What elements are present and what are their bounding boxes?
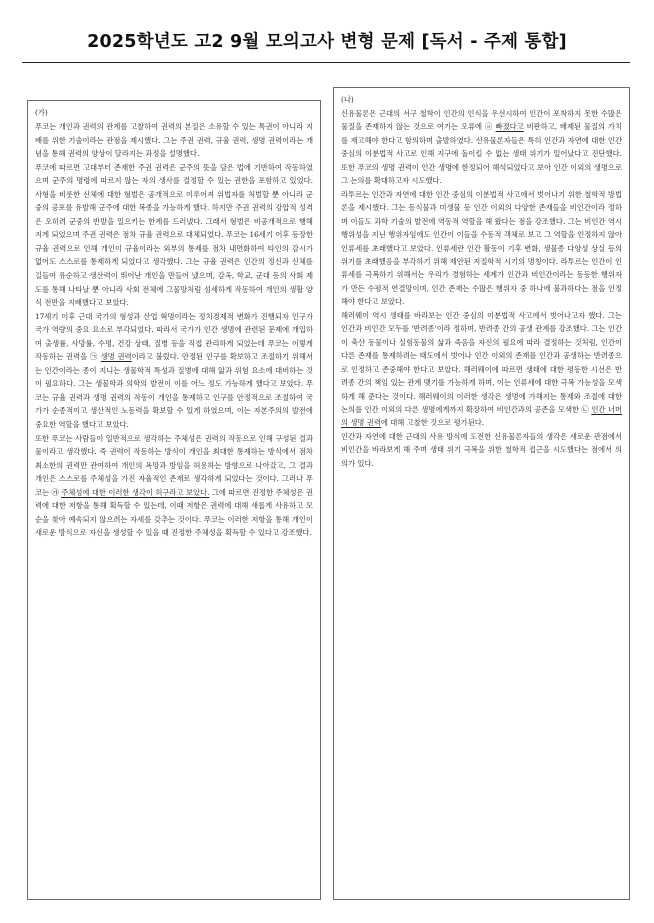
underlined-phrase: 주체성에 대한 이러한 생각이 허구라고 보았다.	[61, 487, 210, 497]
passage-na-tag: (나)	[341, 95, 354, 104]
text-segment: 신유물론은 근대의 서구 철학이 인간의 인식을 우선시하여 인간이 포착하지 못한 수많은 물질을 존재하지 않는 것으로 여기는 오류에 ⓐ	[341, 109, 622, 132]
passage-ga-body	[35, 120, 313, 540]
paragraph	[341, 430, 622, 470]
paragraph	[341, 107, 622, 188]
passage-na-box	[333, 87, 630, 900]
text-segment: 17세기 이후 근대 국가의 형성과 산업 혁명이라는 정치경제적 변화가 진행되자 인구가 국가 역량의 중요 요소로 부각되었다. 따라서 국가가 인간 생명에 관련된 문제에 개입하여 출생률, 사망률, 수명, 건강 상태, 질병 등을 직접 관리하게 되었는데 푸코는 이렇게 작동하는 권력을 ㉠	[35, 311, 313, 362]
page-title: 2025학년도 고2 9월 모의고사 변형 문제 [독서 - 주제 통합]	[87, 32, 567, 52]
text-segment: 비판하고, 배제된 물질의 가치를 재고해야 한다고 함의하며 출발하였다. 신유물론자들은 특히 인간과 자연에 대한 인간 중심의 이분법적 사고로 인해 지구에 돌이킬 수 없는 생태 위기가 일어났다고 진단했다. 또한 푸코의 생명 권력이 인간 생명에 한정되어 해석되었다고 보아 인간 이외의 생명으로 그 논의를 확대하고자 시도했다.	[341, 122, 622, 186]
text-segment: 그에 따르면 진정한 주체성은 권력에 대한 저항을 통해 획득할 수 있는데, 이때 저항은 권력에 대해 새롭게 사유하고 모순을 찾아 예속되지 않으려는 자세를 갖추는 것이다. 푸코는 이러한 저항을 통해 개인이 새로운 방식으로 자신을 생성할 수 있을 때 진정한 주체성을 획득할 수 있다고 강조했다.	[35, 487, 314, 538]
underlined-phrase: 빠졌다고	[495, 122, 524, 132]
paragraph	[35, 310, 313, 432]
paragraph	[35, 432, 313, 540]
text-segment: 푸코에 따르면 고대부터 존재한 주권 권력은 군주의 뜻을 담은 법에 기반하여 작동하였으며 군주의 명령에 따르지 않는 자의 생사를 결정할 수 있는 권한을 포함하고 있었다. 사형을 비롯한 신체에 대한 형벌은 공개적으로 이루어져 위법자를 처벌할 뿐 아니라 군중의 공포를 유발해 군주에 대한 복종을 가능하게 했다. 하지만 주권 권력의 강압적 성격은 오히려 군중의 반발을 일으키는 한계를 드러냈다. 그래서 형벌은 비공개적으로 행해지게 되었으며 주권 권력은 점차 규율 권력으로 대체되었다. 푸코는 16세기 이후 등장한 규율 권력으로 인해 개인이 규율이라는 외부의 통제를 점차 내면화하여 타인의 감시가 없어도 스스로를 통제하게 되었다고 생각했다. 그는 규율 권력은 인간의 정신과 신체를 길들여 유순하고 생산력이 뛰어난 개인을 만들어 냈으며, 감옥, 학교, 군대 등의 사회 제도를 통해 나타날 뿐 아니라 사회 전체에 그물망처럼 섬세하게 작동하여 개인의 생활 양식 전반을 지배했다고 보았다.	[35, 162, 313, 308]
passage-na-body	[341, 107, 622, 470]
underlined-phrase: 인간 너머의 생명 권력	[341, 404, 622, 428]
title-underline	[22, 62, 630, 63]
text-segment: 라투르는 인간과 자연에 대한 인간 중심의 이분법적 사고에서 벗어나기 위한 철학적 방법론을 제시했다. 그는 동식물과 미생물 등 인간 이외의 다양한 존재들을 비인간이라 정하며 이들도 과학 기술의 발전에 역동적 역할을 해 왔다는 점을 강조했다. 그는 비인간 역시 행위성을 지닌 행위자임에도 인간이 이들을 수동적 객체로 보고 그 역할을 인정하지 않아 인류세를 초래했다고 보았다. 인류세란 인간 활동이 기후 변화, 생물종 다양성 상실 등의 위기를 초래했음을 부각하기 위해 제안된 지질학적 시기의 명칭이다. 라투르는 인간이 인류세를 극복하기 위해서는 우리가 경험하는 세계가 인간과 비인간이라는 동등한 행위자가 만든 수평적 연결망이며, 인간 존재는 수많은 행위자 중 하나에 불과하다는 점을 인정해야 한다고 보았다.	[341, 189, 622, 307]
text-segment: 해러웨이 역시 생태를 바라보는 인간 중심의 이분법적 사고에서 벗어나고자 했다. 그는 인간과 비인간 모두를 '반려종'이라 정하며, 반려종 간의 공생 관계를 강조했다. 그는 인간이 축산 동물이나 실험동물의 삶과 죽음을 자신의 필요에 따라 결정하는 것처럼, 인간이 다른 존재를 통제하려는 태도에서 벗어나 인간 이외의 존재를 인간과 공생하는 반려종으로 인정하고 존중해야 한다고 보았다. 해러웨이에 따르면 생태에 대한 평등한 시선은 반려종 간의 책임 있는 관계 맺기를 가능하게 하며, 이는 인류세에 대한 극복 가능성을 모색하게 해 준다는 것이다. 해러웨이의 이러한 생각은 생명에 가해지는 통제와 조절에 대한 논의를 인간 이외의 다른 생명에게까지 확장하여 비인간과의 공존을 모색한 ㉡	[341, 310, 622, 414]
paragraph	[35, 120, 313, 161]
underlined-phrase: 생명 권력	[100, 352, 132, 362]
paragraph	[341, 188, 622, 309]
text-segment: 이라고 불렀다. 안정된 인구를 확보하고 조절하기 위해서는 인간이라는 종이 지니는 생물학적 특성과 질병에 대해 앎과 위험 요소에 대비하는 것이 필요하다. 그는 생물학과 의학의 발전이 이를 어느 정도 가능하게 했다고 보았다. 푸코는 규율 권력과 생명 권력의 작동이 개인을 통제하고 인구를 안정적으로 조절하여 국가가 순종적이고 생산적인 노동력을 확보할 수 있게 하였으며, 이는 자본주의의 발전에 중요한 역할을 했다고 보았다.	[35, 352, 314, 430]
passage-ga-tag: (가)	[35, 108, 48, 117]
paragraph	[35, 161, 313, 310]
text-segment: 또한 푸코는 사람들이 일반적으로 생각하는 주체성은 권력의 작동으로 인해 구성된 결과물이라고 생각했다. 즉 권력이 작동하는 방식이 개인을 최대한 통제하는 방식에서 점차 최소한의 권력만 관여하여 개인의 욕망과 방임을 허용하는 방향으로 나아갔고, 그 결과 개인은 스스로를 주체성을 가진 자율적인 존재로 생각하게 되었다는 것이다. 그러나 푸코는 ㉮	[35, 433, 313, 497]
text-segment: 푸코는 개인과 권력의 관계를 고찰하여 권력의 본질은 소유할 수 있는 특권이 아니라 지배를 위한 기술이라는 관점을 제시했다. 그는 주권 권력, 규율 권력, 생명 권력이라는 개념을 통해 권력의 양상이 달라지는 과정을 설명했다.	[35, 122, 313, 159]
text-segment: 에 대해 고찰한 것으로 평가된다.	[380, 418, 485, 428]
text-segment: 인간과 자연에 대한 근대의 사유 방식에 도전한 신유물론자들의 생각은 새로운 관점에서 비인간을 바라보게 해 주며 생태 위기 극복을 위한 철학적 접근을 시도했다는 점에서 의의가 있다.	[341, 431, 622, 468]
passage-ga-box	[27, 100, 321, 900]
paragraph	[341, 309, 622, 430]
